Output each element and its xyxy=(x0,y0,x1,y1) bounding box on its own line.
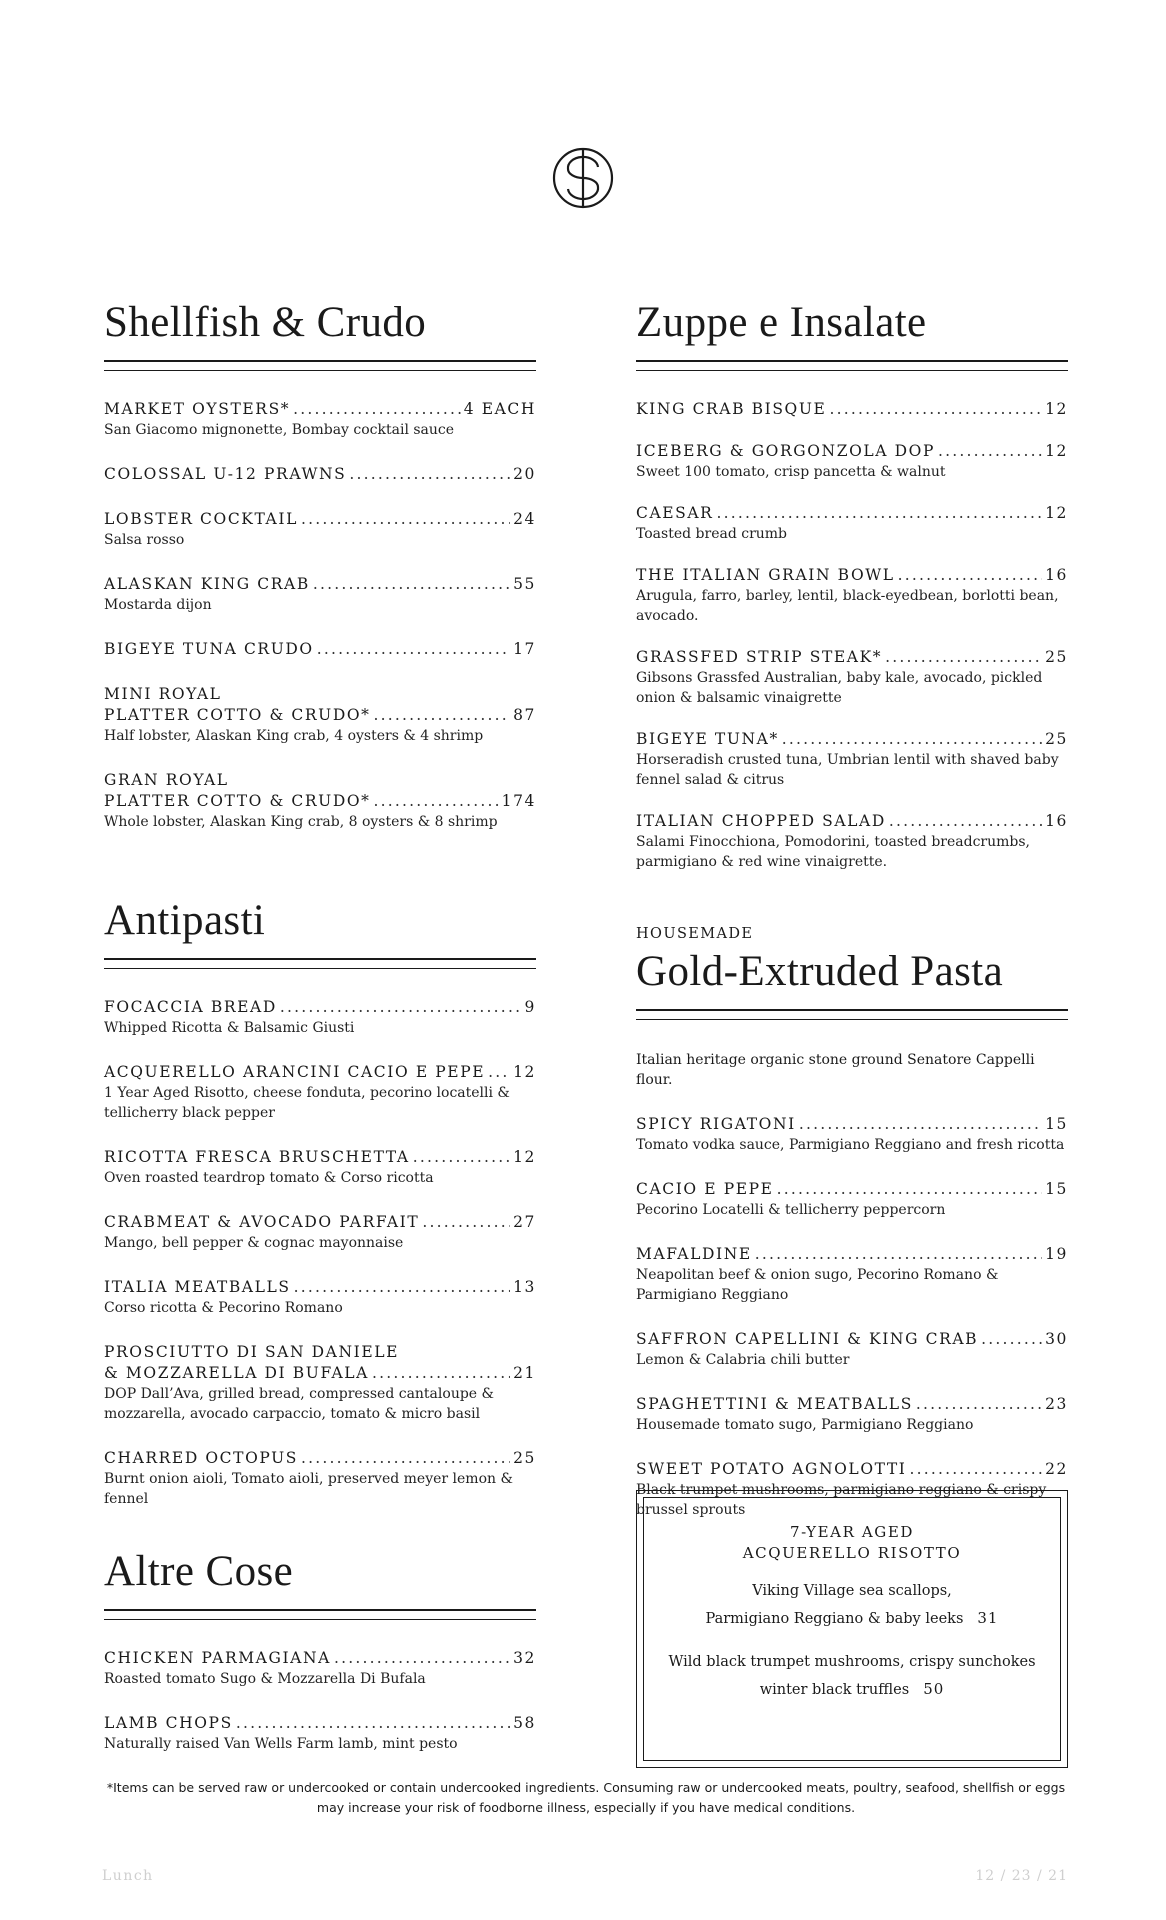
item-row xyxy=(104,997,536,1018)
item-price: 25 xyxy=(1045,730,1068,748)
double-rule xyxy=(636,1009,1068,1020)
item-name: RICOTTA FRESCA BRUSCHETTA xyxy=(104,1148,410,1166)
dot-leader xyxy=(889,811,1042,832)
menu-item xyxy=(104,1147,536,1188)
risotto-option-1-line1: Viking Village sea scallops, xyxy=(752,1583,952,1599)
dot-leader xyxy=(294,1277,510,1298)
dot-leader xyxy=(782,729,1042,750)
item-price: 13 xyxy=(513,1278,536,1296)
menu-item xyxy=(636,441,1068,482)
item-price: 30 xyxy=(1045,1330,1068,1348)
item-row xyxy=(104,464,536,485)
item-name: LOBSTER COCKTAIL xyxy=(104,510,298,528)
double-rule xyxy=(104,1609,536,1620)
raw-food-disclaimer xyxy=(104,1778,1068,1818)
double-rule xyxy=(104,958,536,969)
item-description: Oven roasted teardrop tomato & Corso ricotta xyxy=(104,1170,434,1186)
menu-item xyxy=(104,997,536,1038)
risotto-option-1-line2 xyxy=(644,1605,1060,1633)
item-description: Half lobster, Alaskan King crab, 4 oysters & 4 shrimp xyxy=(104,728,484,744)
item-row xyxy=(636,1179,1068,1200)
item-row xyxy=(636,729,1068,750)
dot-leader xyxy=(236,1713,510,1734)
item-price: 25 xyxy=(513,1449,536,1467)
dot-leader xyxy=(301,509,510,530)
item-description: Whole lobster, Alaskan King crab, 8 oysters & 8 shrimp xyxy=(104,814,498,830)
dot-leader xyxy=(413,1147,510,1168)
item-price: 55 xyxy=(513,575,536,593)
item-name: SAFFRON CAPELLINI & KING CRAB xyxy=(636,1330,979,1348)
item-description: Corso ricotta & Pecorino Romano xyxy=(104,1300,343,1316)
item-description: Mostarda dijon xyxy=(104,597,212,613)
dot-leader xyxy=(916,1394,1042,1415)
menu-item xyxy=(104,770,536,832)
item-name: ITALIA MEATBALLS xyxy=(104,1278,291,1296)
item-description: San Giacomo mignonette, Bombay cocktail sauce xyxy=(104,422,455,438)
monogram-logo-icon xyxy=(551,146,615,210)
item-name: BIGEYE TUNA CRUDO xyxy=(104,640,314,658)
item-price: 12 xyxy=(513,1148,536,1166)
item-row xyxy=(104,1062,536,1083)
disclaimer-line1: *Items can be served raw or undercooked or contain undercooked ingredients. Consuming raw or undercooked meats, poultry, seafood, shellfish or eggs xyxy=(106,1780,1066,1795)
item-description: 1 Year Aged Risotto, cheese fonduta, pecorino locatelli & tellicherry black pepper xyxy=(104,1085,510,1121)
item-price: 58 xyxy=(513,1714,536,1732)
dot-leader xyxy=(301,1448,510,1469)
item-price: 16 xyxy=(1045,566,1068,584)
dot-leader xyxy=(716,503,1042,524)
menu-item xyxy=(104,1342,536,1424)
dot-leader xyxy=(374,791,499,812)
item-description: Gibsons Grassfed Australian, baby kale, avocado, pickled onion & balsamic vinaigrette xyxy=(636,670,1043,706)
section-title: Zuppe e Insalate xyxy=(636,299,927,346)
risotto-option-2-line1: Wild black trumpet mushrooms, crispy sunchokes xyxy=(668,1654,1036,1670)
item-price: 24 xyxy=(513,510,536,528)
dot-leader xyxy=(777,1179,1042,1200)
menu-item xyxy=(104,399,536,440)
item-description: Housemade tomato sugo, Parmigiano Reggiano xyxy=(636,1417,974,1433)
item-description: Burnt onion aioli, Tomato aioli, preserved meyer lemon & fennel xyxy=(104,1471,513,1507)
item-name: FOCACCIA BREAD xyxy=(104,998,277,1016)
menu-item xyxy=(104,509,536,550)
dot-leader xyxy=(885,647,1042,668)
footer-meal-label: Lunch xyxy=(102,1868,154,1884)
item-price: 12 xyxy=(513,1063,536,1081)
dot-leader xyxy=(334,1648,510,1669)
item-price: 32 xyxy=(513,1649,536,1667)
item-price: 25 xyxy=(1045,648,1068,666)
item-name: ACQUERELLO ARANCINI CACIO E PEPE xyxy=(104,1063,486,1081)
item-name: CHARRED OCTOPUS xyxy=(104,1449,299,1467)
dot-leader xyxy=(898,565,1042,586)
zuppe-section xyxy=(636,300,1068,872)
risotto-option-2-line2 xyxy=(644,1676,1060,1704)
item-row xyxy=(104,399,536,420)
item-name: SPICY RIGATONI xyxy=(636,1115,796,1133)
item-price: 22 xyxy=(1045,1460,1068,1478)
item-name: MARKET OYSTERS* xyxy=(104,400,291,418)
menu-item xyxy=(636,647,1068,708)
item-price: 15 xyxy=(1045,1115,1068,1133)
double-rule xyxy=(636,360,1068,371)
item-row xyxy=(104,1363,536,1384)
dot-leader xyxy=(422,1212,510,1233)
section-title: Shellfish & Crudo xyxy=(104,299,427,346)
item-name: ITALIAN CHOPPED SALAD xyxy=(636,812,886,830)
item-description: Toasted bread crumb xyxy=(636,526,788,542)
item-name: SPAGHETTINI & MEATBALLS xyxy=(636,1395,913,1413)
item-row xyxy=(104,1713,536,1734)
menu-item xyxy=(636,1244,1068,1305)
disclaimer-line2: may increase your risk of foodborne illness, especially if you have medical conditions. xyxy=(316,1800,856,1815)
item-price: 23 xyxy=(1045,1395,1068,1413)
item-row xyxy=(636,1329,1068,1350)
item-row xyxy=(104,1277,536,1298)
dot-leader xyxy=(829,399,1042,420)
risotto-option-2-text: winter black truffles xyxy=(759,1682,910,1698)
menu-item xyxy=(636,811,1068,872)
risotto-option-1-price: 31 xyxy=(977,1609,999,1627)
item-description: Tomato vodka sauce, Parmigiano Reggiano and fresh ricotta xyxy=(636,1137,1065,1153)
item-price: 15 xyxy=(1045,1180,1068,1198)
item-price: 21 xyxy=(513,1364,536,1382)
item-name-line1: GRAN ROYAL xyxy=(104,771,229,789)
dot-leader xyxy=(372,1363,510,1384)
menu-item xyxy=(636,503,1068,544)
item-price: 87 xyxy=(513,706,536,724)
item-name: LAMB CHOPS xyxy=(104,1714,233,1732)
item-description: Arugula, farro, barley, lentil, black-eyedbean, borlotti bean, avocado. xyxy=(636,588,1059,624)
item-row xyxy=(636,1459,1068,1480)
menu-list xyxy=(636,399,1068,872)
item-description: Black trumpet mushrooms, parmigiano reggiano & crispy brussel sprouts xyxy=(636,1482,1047,1518)
menu-item xyxy=(636,1394,1068,1435)
altre-cose-section xyxy=(104,1549,536,1754)
item-name: CRABMEAT & AVOCADO PARFAIT xyxy=(104,1213,420,1231)
item-description: Whipped Ricotta & Balsamic Giusti xyxy=(104,1020,355,1036)
menu-item xyxy=(104,1212,536,1253)
item-row xyxy=(636,1244,1068,1265)
section-eyebrow: HOUSEMADE xyxy=(636,926,754,942)
menu-item xyxy=(104,1277,536,1318)
item-name: BIGEYE TUNA* xyxy=(636,730,779,748)
menu-item xyxy=(104,1713,536,1754)
menu-item xyxy=(104,574,536,615)
item-price: 12 xyxy=(1045,400,1068,418)
item-price: 27 xyxy=(513,1213,536,1231)
item-name: CAESAR xyxy=(636,504,714,522)
item-price: 174 xyxy=(501,792,536,810)
item-row xyxy=(104,1212,536,1233)
menu-item xyxy=(636,1114,1068,1155)
item-row xyxy=(104,705,536,726)
menu-item xyxy=(104,684,536,746)
item-row xyxy=(636,1114,1068,1135)
item-row xyxy=(636,441,1068,462)
dot-leader xyxy=(755,1244,1042,1265)
menu-list xyxy=(104,399,536,832)
dot-leader xyxy=(488,1062,510,1083)
menu-item xyxy=(104,1648,536,1689)
item-row xyxy=(636,811,1068,832)
item-description: Naturally raised Van Wells Farm lamb, mint pesto xyxy=(104,1736,458,1752)
item-row xyxy=(636,399,1068,420)
risotto-option-1-text: Parmigiano Reggiano & baby leeks xyxy=(705,1611,964,1627)
menu-item xyxy=(636,1179,1068,1220)
dot-leader xyxy=(293,399,461,420)
footer-date: 12 / 23 / 21 xyxy=(975,1868,1068,1884)
item-price: 20 xyxy=(513,465,536,483)
item-price: 12 xyxy=(1045,504,1068,522)
item-description: Salsa rosso xyxy=(104,532,185,548)
item-name: PLATTER COTTO & CRUDO* xyxy=(104,706,371,724)
dot-leader xyxy=(349,464,510,485)
item-row xyxy=(636,503,1068,524)
section-title: Gold-Extruded Pasta xyxy=(636,948,1004,995)
item-price: 19 xyxy=(1045,1245,1068,1263)
item-name-line1: PROSCIUTTO DI SAN DANIELE xyxy=(104,1343,400,1361)
menu-list xyxy=(104,997,536,1509)
menu-list xyxy=(636,1114,1068,1520)
dot-leader xyxy=(981,1329,1042,1350)
item-row xyxy=(636,565,1068,586)
item-name: COLOSSAL U-12 PRAWNS xyxy=(104,465,347,483)
item-name: ALASKAN KING CRAB xyxy=(104,575,310,593)
item-row xyxy=(636,1394,1068,1415)
dot-leader xyxy=(280,997,522,1018)
item-description: Neapolitan beef & onion sugo, Pecorino Romano & Parmigiano Reggiano xyxy=(636,1267,999,1303)
item-description: Horseradish crusted tuna, Umbrian lentil with shaved baby fennel salad & citrus xyxy=(636,752,1059,788)
item-price: 16 xyxy=(1045,812,1068,830)
item-description: Roasted tomato Sugo & Mozzarella Di Bufala xyxy=(104,1671,426,1687)
menu-item xyxy=(104,1448,536,1509)
dot-leader xyxy=(374,705,511,726)
menu-item xyxy=(104,464,536,485)
dot-leader xyxy=(938,441,1042,462)
menu-item xyxy=(636,565,1068,626)
double-rule xyxy=(104,360,536,371)
item-name: SWEET POTATO AGNOLOTTI xyxy=(636,1460,907,1478)
menu-list xyxy=(104,1648,536,1754)
section-title: Antipasti xyxy=(104,897,266,944)
section-intro: Italian heritage organic stone ground Senatore Cappelli flour. xyxy=(636,1052,1035,1088)
item-description: Mango, bell pepper & cognac mayonnaise xyxy=(104,1235,404,1251)
left-column xyxy=(104,300,536,1778)
item-description: Sweet 100 tomato, crisp pancetta & walnut xyxy=(636,464,946,480)
item-row xyxy=(104,791,536,812)
item-row xyxy=(636,647,1068,668)
menu-item xyxy=(104,639,536,660)
item-row xyxy=(104,574,536,595)
item-row xyxy=(104,509,536,530)
dot-leader xyxy=(313,574,510,595)
risotto-option-2-price: 50 xyxy=(923,1680,945,1698)
item-price: 9 xyxy=(524,998,536,1016)
menu-item xyxy=(636,1329,1068,1370)
risotto-inner-frame xyxy=(643,1497,1061,1761)
item-name: ICEBERG & GORGONZOLA DOP xyxy=(636,442,935,460)
menu-item xyxy=(636,729,1068,790)
item-name: THE ITALIAN GRAIN BOWL xyxy=(636,566,895,584)
item-price: 4 EACH xyxy=(463,400,536,418)
item-description: DOP Dall’Ava, grilled bread, compressed cantaloupe & mozzarella, avocado carpaccio, tomato & micro basil xyxy=(104,1386,494,1422)
item-row xyxy=(104,639,536,660)
shellfish-section xyxy=(104,300,536,832)
risotto-title-line2: ACQUERELLO RISOTTO xyxy=(742,1544,962,1562)
risotto-title-line1: 7-YEAR AGED xyxy=(789,1523,915,1541)
item-name: & MOZZARELLA DI BUFALA xyxy=(104,1364,369,1382)
item-name: CACIO E PEPE xyxy=(636,1180,774,1198)
dot-leader xyxy=(799,1114,1042,1135)
right-column xyxy=(636,300,1068,1544)
item-description: Pecorino Locatelli & tellicherry peppercorn xyxy=(636,1202,946,1218)
item-row xyxy=(104,1448,536,1469)
item-price: 17 xyxy=(513,640,536,658)
dot-leader xyxy=(317,639,510,660)
item-name: MAFALDINE xyxy=(636,1245,752,1263)
item-description: Salami Finocchiona, Pomodorini, toasted breadcrumbs, parmigiano & red wine vinaigrette. xyxy=(636,834,1030,870)
item-price: 12 xyxy=(1045,442,1068,460)
item-name: GRASSFED STRIP STEAK* xyxy=(636,648,883,666)
dot-leader xyxy=(910,1459,1043,1480)
antipasti-section xyxy=(104,898,536,1509)
menu-item xyxy=(104,1062,536,1123)
item-name-line1: MINI ROYAL xyxy=(104,685,222,703)
item-row xyxy=(104,1147,536,1168)
pasta-section xyxy=(636,925,1068,1520)
risotto-feature-box xyxy=(636,1490,1068,1768)
item-name: PLATTER COTTO & CRUDO* xyxy=(104,792,371,810)
item-name: CHICKEN PARMAGIANA xyxy=(104,1649,331,1667)
item-row xyxy=(104,1648,536,1669)
menu-item xyxy=(636,399,1068,420)
section-title: Altre Cose xyxy=(104,1548,294,1595)
item-name: KING CRAB BISQUE xyxy=(636,400,827,418)
item-description: Lemon & Calabria chili butter xyxy=(636,1352,850,1368)
